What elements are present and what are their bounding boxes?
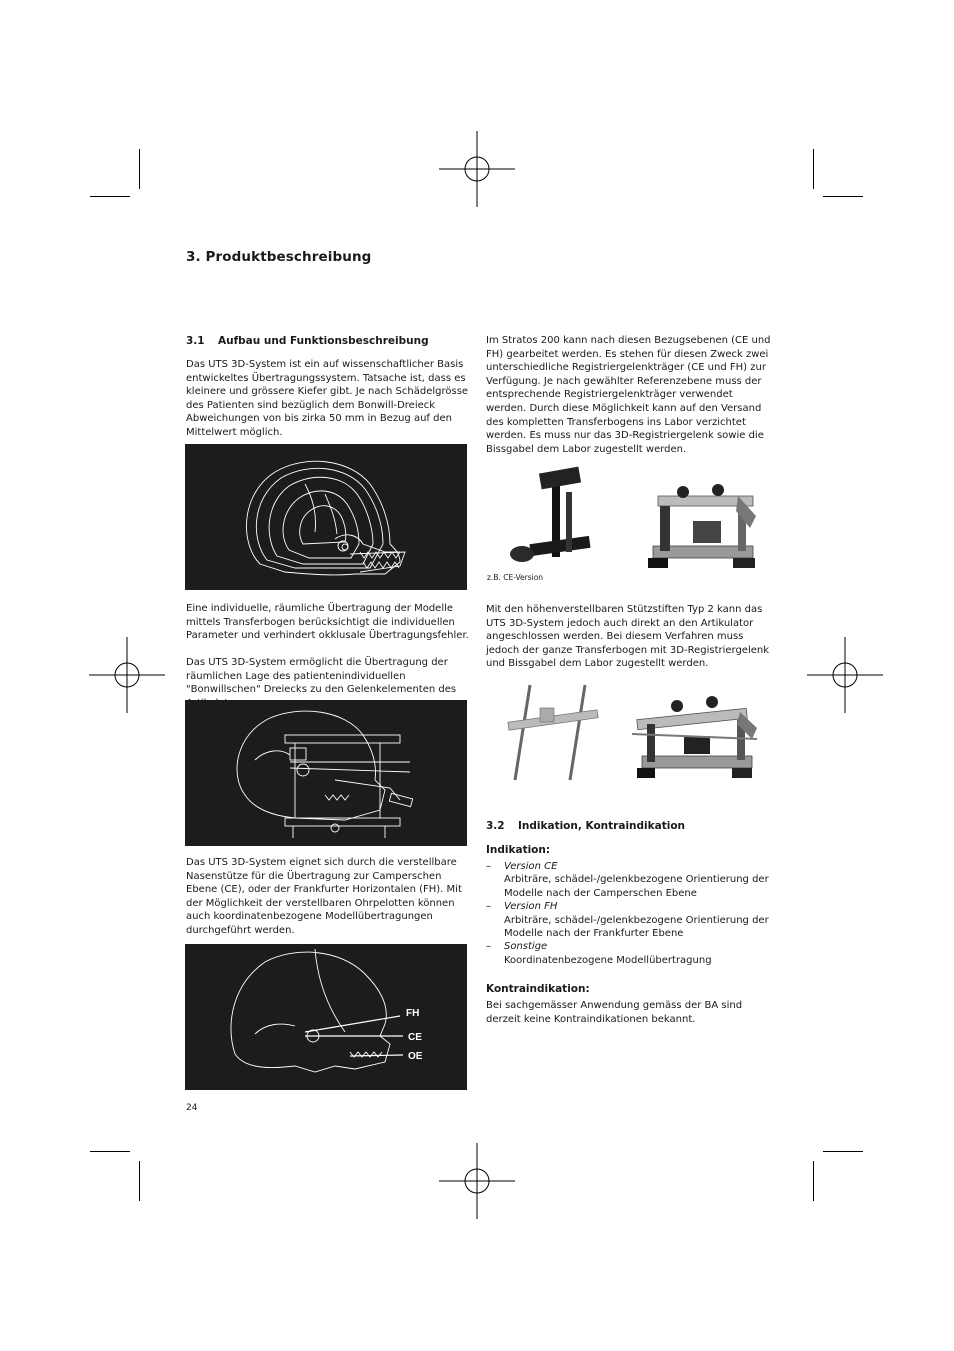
registration-mark-icon (439, 1143, 515, 1219)
list-item (486, 940, 776, 967)
section-title: Aufbau und Funktionsbeschreibung (218, 335, 429, 347)
indication-text: Arbiträre, schädel-/gelenkbezogene Orientierung der Modelle nach der Frankfurter Ebene (504, 914, 769, 940)
paragraph: Im Stratos 200 kann nach diesen Bezugsebenen (CE und FH) gearbeitet werden. Es stehen für diesen Zweck zwei unterschiedliche Registriergelenkträger (CE und FH) zur Verfügung. Je nach gewählter Referenzebene muss der entsprechende Registriergelenkträger verwendet werden. Durch diese Möglichkeit kann auf den Versand des kompletten Transferbogens ins Labor verzichtet werden. Es muss nur das 3D-Registriergelenk sowie die Bissgabel dem Labor zugestellt werden. (486, 335, 771, 455)
contraindication-heading: Kontraindikation: (486, 983, 590, 995)
crop-mark (90, 196, 130, 197)
paragraph: Mit den höhenverstellbaren Stützstiften Typ 2 kann das UTS 3D-System jedoch auch direkt an den Artikulator angeschlossen werden. Bei diesem Verfahren muss jedoch der ganze Transferbogen mit 3D-Registriergelenk und Bissgabel dem Labor zugestellt werden. (486, 604, 770, 670)
paragraph: Das UTS 3D-System ermöglicht die Übertragung der räumlichen Lage des patientenindividuellen "Bonwillschen" Dreiecks zu den Gelenkelementen des (186, 657, 457, 696)
registration-mark-icon (89, 637, 165, 713)
support-pins-photo (500, 680, 608, 788)
list-dash: – (486, 941, 491, 953)
section-title: Indikation, Kontraindikation (518, 820, 686, 832)
paragraph: Bei sachgemässer Anwendung gemäss der BA sind derzeit keine Kontraindikationen bekannt. (486, 1000, 743, 1025)
oe-label: OE (408, 1051, 423, 1062)
caption: z.B. CE-Version (487, 573, 544, 582)
indication-version: Version CE (504, 861, 558, 872)
crop-mark (813, 1161, 814, 1201)
articulator-with-transferbow-photo (622, 684, 766, 784)
section-heading (486, 820, 685, 832)
reference-planes-skull-icon (185, 944, 467, 1090)
section-number: 3.2 (486, 820, 505, 832)
list-dash: – (486, 901, 491, 913)
registration-mark-icon (439, 131, 515, 207)
indication-version: Version FH (504, 901, 558, 913)
crop-mark (139, 1161, 140, 1201)
indication-text: Arbiträre, schädel-/gelenkbezogene Orientierung der Modelle nach der Camperschen Ebene (504, 874, 769, 899)
registration-joint-carrier-photo (500, 462, 610, 570)
skull-overlay-icon (185, 444, 467, 590)
list-item (486, 860, 776, 900)
indication-heading: Indikation: (486, 844, 551, 856)
paragraph: Eine individuelle, räumliche Übertragung der Modelle mittels Transferbogen berücksichtigt die individuellen Parameter und verhindert okklusale Übertragungsfehler. (186, 603, 469, 642)
section-heading (186, 335, 429, 347)
page-title: 3. Produktbeschreibung (186, 249, 372, 265)
crop-mark (139, 149, 140, 189)
list-dash: – (486, 861, 491, 872)
registration-mark-icon (807, 637, 883, 713)
reference-planes-figure (185, 944, 467, 1090)
indication-text: Koordinatenbezogene Modellübertragung (504, 954, 712, 966)
crop-mark (813, 149, 814, 189)
skull-overlay-figure (185, 444, 467, 590)
skull-articulator-figure (185, 700, 467, 846)
articulator-skull-icon (185, 700, 467, 846)
ce-label: CE (408, 1032, 422, 1043)
crop-mark (823, 1151, 863, 1152)
crop-mark (823, 196, 863, 197)
section-number: 3.1 (186, 335, 205, 347)
indication-list (486, 860, 776, 967)
crop-mark (90, 1151, 130, 1152)
page-number: 24 (186, 1103, 198, 1113)
paragraph: Das UTS 3D-System ist ein auf wissenschaftlicher Basis entwickeltes Übertragungssystem. Tatsache ist, dass es kleinere und grössere Kiefer gibt. Je nach Schädelgrösse des Patienten sind bezüglich dem Bonwill-Dreieck Abweichungen von bis zirka 50 mm in Bezug auf den Mittelwert möglich. (186, 359, 469, 438)
fh-label: FH (406, 1008, 420, 1019)
paragraph: Das UTS 3D-System eignet sich durch die verstellbare Nasenstütze für die Übertragung zur Camperschen Ebene (CE), oder der Frankfurter Horizontalen (FH). Mit der Möglichkeit der verstellbaren Ohrpelotten können auch koordinatenbezogene Modellübertragungen durchgeführt werden. (186, 857, 462, 936)
articulator-photo (638, 466, 766, 576)
list-item (486, 900, 776, 940)
indication-version: Sonstige (504, 941, 548, 953)
